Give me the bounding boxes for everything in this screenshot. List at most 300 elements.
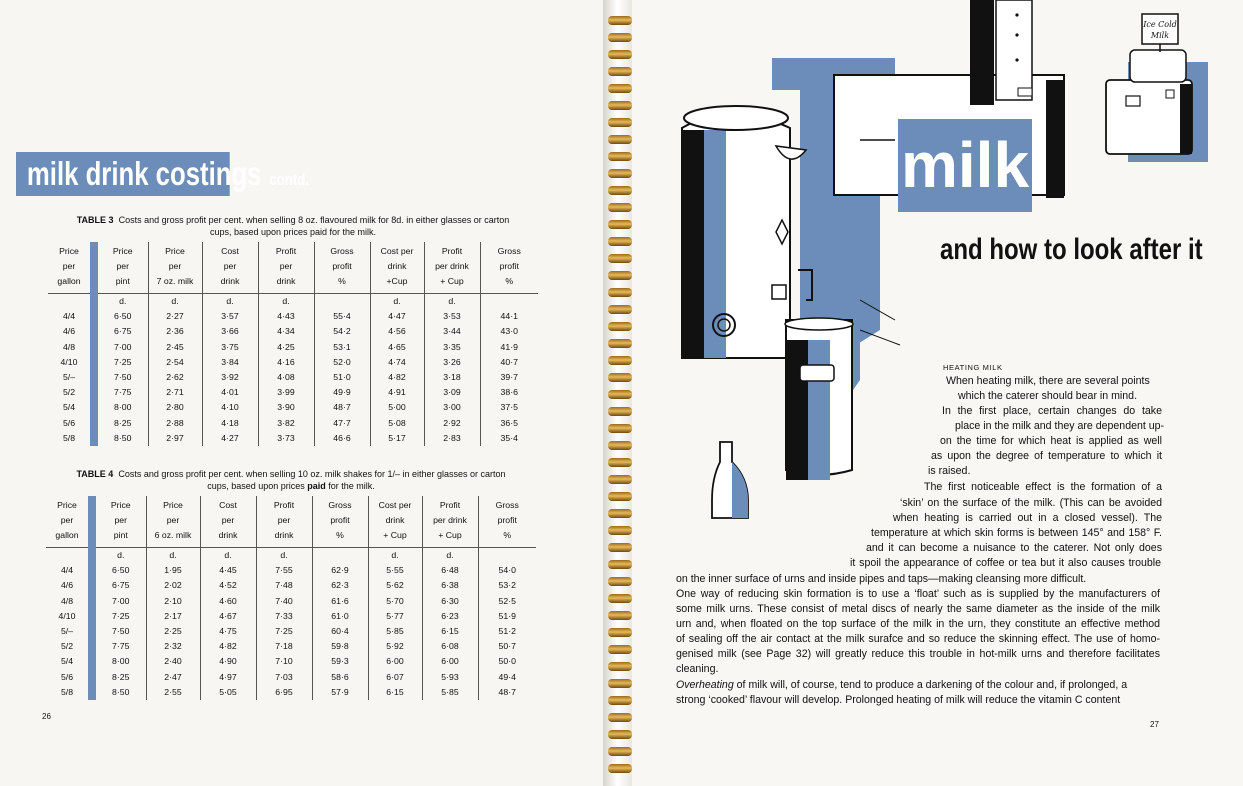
table-row bbox=[46, 578, 536, 593]
table-cell: 7·50 bbox=[94, 370, 148, 385]
table-cell: 52·0 bbox=[314, 355, 370, 370]
table4-header-line: drink bbox=[218, 530, 238, 540]
table-cell: 43·0 bbox=[500, 326, 518, 337]
binding-coil bbox=[608, 492, 632, 501]
table3-header-row bbox=[48, 242, 538, 294]
table-cell: 2·88 bbox=[148, 416, 202, 431]
table3-unit bbox=[480, 294, 538, 310]
table-cell: 4·10 bbox=[202, 400, 258, 415]
table-cell: 4·67 bbox=[200, 609, 256, 624]
body-line: When heating milk, there are several points bbox=[946, 375, 1150, 387]
table-cell: 51·0 bbox=[314, 370, 370, 385]
table4-caption-line2c: for the milk. bbox=[325, 481, 375, 491]
table-row bbox=[46, 563, 536, 578]
body-line: temperature at which skin forms is between 145° and 158° F. bbox=[871, 527, 1162, 539]
table-cell: 62·3 bbox=[312, 578, 368, 593]
table3-col-header bbox=[258, 242, 314, 294]
table3-header-line: drink bbox=[387, 261, 407, 271]
table-cell: 3·90 bbox=[258, 400, 314, 415]
body-line: it spoil the appearance of coffee or tea but it also causes trouble bbox=[850, 557, 1161, 569]
table4-col-header bbox=[478, 496, 536, 548]
table-cell: 5·85 bbox=[422, 685, 478, 700]
binding-coil bbox=[608, 509, 632, 518]
table3-unit bbox=[314, 294, 370, 310]
binding-coil bbox=[608, 118, 632, 127]
binding-coil bbox=[608, 271, 632, 280]
table-cell: 48·7 bbox=[498, 686, 516, 697]
binding-coil bbox=[608, 696, 632, 705]
table-cell: 5/– bbox=[48, 370, 94, 385]
binding-coil bbox=[608, 543, 632, 552]
table3-header-line: Profit bbox=[275, 246, 297, 256]
table-cell: 5·93 bbox=[422, 670, 478, 685]
table-cell: 6·15 bbox=[368, 685, 422, 700]
table-cell: 4·91 bbox=[370, 385, 424, 400]
binding-coil bbox=[608, 67, 632, 76]
table-cell: 53·2 bbox=[498, 580, 516, 591]
table-cell: 3·57 bbox=[202, 309, 258, 324]
table3-unit: d. bbox=[202, 294, 258, 310]
table-cell: 4/6 bbox=[46, 578, 92, 593]
body-line: In the first place, certain changes do take bbox=[942, 405, 1162, 417]
table3-header-line: % bbox=[338, 276, 346, 286]
sign-text-line2: Milk bbox=[1150, 31, 1170, 40]
table4-header-line: 6 oz. milk bbox=[154, 530, 192, 540]
table-cell: 4/8 bbox=[46, 594, 92, 609]
table-cell: 4·75 bbox=[200, 624, 256, 639]
table-cell: 2·62 bbox=[148, 370, 202, 385]
table-cell: 2·17 bbox=[146, 609, 200, 624]
table-cell: 6·38 bbox=[422, 578, 478, 593]
table-row bbox=[46, 639, 536, 654]
table-cell: 50·7 bbox=[498, 641, 516, 652]
table4-col-header bbox=[422, 496, 478, 548]
table4-header-line: per bbox=[277, 515, 291, 525]
table-cell: 7·50 bbox=[92, 624, 146, 639]
table-cell: 6·00 bbox=[368, 654, 422, 669]
page-number-right: 27 bbox=[1150, 720, 1159, 729]
table-cell: 50·0 bbox=[498, 656, 516, 667]
body-line: ‘skin’ on the surface of the milk. (This can be avoided bbox=[900, 497, 1162, 509]
binding-coil bbox=[608, 594, 632, 603]
table4-header-line: profit bbox=[497, 515, 517, 525]
table3-unit: d. bbox=[94, 294, 148, 310]
table-cell: 2·25 bbox=[146, 624, 200, 639]
body-line: which the caterer should bear in mind. bbox=[958, 390, 1138, 402]
table4-header-line: % bbox=[503, 530, 512, 540]
table-cell: 4/4 bbox=[48, 309, 94, 324]
table-cell: 4·47 bbox=[370, 309, 424, 324]
binding-coil bbox=[608, 407, 632, 416]
table-cell: 36·5 bbox=[500, 417, 518, 428]
table-cell: 4/6 bbox=[48, 324, 94, 339]
table3-header-line: per bbox=[168, 261, 182, 271]
subtitle: and how to look after it bbox=[940, 233, 1203, 266]
table-cell: 6·50 bbox=[92, 563, 146, 578]
body-line: of sealing off the air contact at the milk surafce and so reduce the skinning effect. The use of homo- bbox=[676, 633, 1160, 645]
body-line: One way of reducing skin formation is to use a ‘float’ such as is supplied by the manufacturers of bbox=[676, 588, 1160, 600]
table4-header-line: Profit bbox=[439, 500, 461, 510]
table-cell: 6·50 bbox=[94, 309, 148, 324]
table3-header-line: Price bbox=[112, 246, 133, 256]
table4-header-line: Cost bbox=[219, 500, 237, 510]
table-cell: 49·4 bbox=[498, 671, 516, 682]
binding-coil bbox=[608, 713, 632, 722]
table-cell: 44·1 bbox=[500, 311, 518, 322]
table-cell: 4·82 bbox=[370, 370, 424, 385]
table-cell: 3·99 bbox=[258, 385, 314, 400]
table-cell: 6·75 bbox=[92, 578, 146, 593]
table4-unit: d. bbox=[92, 548, 146, 564]
table-row bbox=[48, 400, 538, 415]
table-cell: 7·03 bbox=[256, 670, 312, 685]
table4-unit bbox=[46, 548, 92, 564]
body-line: as upon the degree of temperature to which it bbox=[931, 450, 1162, 462]
table4-header-line: per bbox=[114, 515, 128, 525]
table-cell: 40·7 bbox=[500, 356, 518, 367]
table-cell: 4·18 bbox=[202, 416, 258, 431]
table-cell: 8·25 bbox=[92, 670, 146, 685]
table3-header-line: Cost bbox=[221, 246, 239, 256]
table-cell: 4·43 bbox=[258, 309, 314, 324]
table-cell: 6·07 bbox=[368, 670, 422, 685]
table-cell: 6·23 bbox=[422, 609, 478, 624]
binding-coil bbox=[608, 288, 632, 297]
body-line: on the time for which heat is applied as well bbox=[940, 435, 1162, 447]
table-cell: 7·75 bbox=[94, 385, 148, 400]
binding-coil bbox=[608, 135, 632, 144]
table-cell: 5/8 bbox=[48, 431, 94, 446]
table-cell: 41·9 bbox=[500, 341, 518, 352]
table-cell: 2·97 bbox=[148, 431, 202, 446]
table-cell: 60·4 bbox=[312, 624, 368, 639]
table-row bbox=[48, 340, 538, 355]
table-cell: 3·84 bbox=[202, 355, 258, 370]
table-cell: 2·92 bbox=[424, 416, 480, 431]
table-cell: 4·01 bbox=[202, 385, 258, 400]
table-cell: 2·27 bbox=[148, 309, 202, 324]
table3-header-line: per bbox=[116, 261, 130, 271]
table-cell: 4·45 bbox=[200, 563, 256, 578]
table4-header-line: % bbox=[336, 530, 344, 540]
table3-col-header bbox=[94, 242, 148, 294]
table-cell: 49·9 bbox=[314, 385, 370, 400]
table-cell: 52·5 bbox=[498, 595, 516, 606]
binding-coil bbox=[608, 16, 632, 25]
table-cell: 2·80 bbox=[148, 400, 202, 415]
table-cell: 54·0 bbox=[498, 565, 516, 576]
table-cell: 3·09 bbox=[424, 385, 480, 400]
binding-coil bbox=[608, 322, 632, 331]
binding-coil bbox=[608, 645, 632, 654]
table4-unit bbox=[478, 548, 536, 564]
body-line: strong ‘cooked’ flavour will develop. Prolonged heating of milk will reduce the vitamin C content bbox=[676, 694, 1121, 706]
table-cell: 7·25 bbox=[94, 355, 148, 370]
table3-caption-line2: cups, based upon prices paid for the milk. bbox=[209, 227, 377, 237]
table-cell: 4·60 bbox=[200, 594, 256, 609]
table3-header-line: per bbox=[62, 261, 76, 271]
table4-caption-line2b: paid bbox=[307, 481, 326, 491]
table-cell: 7·00 bbox=[94, 340, 148, 355]
table-cell: 5·70 bbox=[368, 594, 422, 609]
table-cell: 59·3 bbox=[312, 654, 368, 669]
table-cell: 4·16 bbox=[258, 355, 314, 370]
table-cell: 2·36 bbox=[148, 324, 202, 339]
table3-header-line: Gross bbox=[330, 246, 354, 256]
table-cell: 4·56 bbox=[370, 324, 424, 339]
table3-header-line: + Cup bbox=[440, 276, 464, 286]
table3-header-line: Price bbox=[165, 246, 185, 256]
binding-coil bbox=[608, 84, 632, 93]
table-cell: 2·45 bbox=[148, 340, 202, 355]
overheating-term: Overheating bbox=[676, 679, 734, 691]
table3-header-line: pint bbox=[115, 276, 130, 286]
table4-caption bbox=[44, 468, 538, 492]
body-line: and it can become a nuisance to the caterer. Not only does bbox=[866, 542, 1162, 554]
body-line: when heating is carried out in a closed vessel). The bbox=[893, 512, 1162, 524]
table4-header-line: + Cup bbox=[438, 530, 462, 540]
binding-coil bbox=[608, 458, 632, 467]
table-cell: 39·7 bbox=[500, 372, 518, 383]
milk-title-box: milk bbox=[898, 119, 1032, 212]
table4-col-header bbox=[256, 496, 312, 548]
binding-coil bbox=[608, 33, 632, 42]
table-cell: 2·40 bbox=[146, 654, 200, 669]
table-cell: 7·18 bbox=[256, 639, 312, 654]
table3-header-line: profit bbox=[332, 261, 352, 271]
table-cell: 2·32 bbox=[146, 639, 200, 654]
table-cell: 7·40 bbox=[256, 594, 312, 609]
body-line: cleaning. bbox=[676, 663, 719, 675]
table-cell: 3·66 bbox=[202, 324, 258, 339]
table3-label: TABLE 3 bbox=[76, 215, 114, 225]
table-cell: 46·6 bbox=[314, 431, 370, 446]
binding-coil bbox=[608, 152, 632, 161]
table3-header-line: % bbox=[505, 276, 514, 286]
binding-coil bbox=[608, 101, 632, 110]
table-cell: 6·15 bbox=[422, 624, 478, 639]
table-cell: 4·27 bbox=[202, 431, 258, 446]
section-heading: HEATING MILK bbox=[943, 363, 1003, 372]
table-cell: 2·55 bbox=[146, 685, 200, 700]
table4-header-line: Profit bbox=[273, 500, 295, 510]
table-cell: 2·02 bbox=[146, 578, 200, 593]
binding-coil bbox=[608, 186, 632, 195]
table4-header-row bbox=[46, 496, 536, 548]
table-row bbox=[48, 385, 538, 400]
binding-coil bbox=[608, 356, 632, 365]
table3-unit: d. bbox=[148, 294, 202, 310]
table-cell: 4·08 bbox=[258, 370, 314, 385]
table3-header-line: per bbox=[223, 261, 237, 271]
table-cell: 2·83 bbox=[424, 431, 480, 446]
body-line: some milk urns. These consist of metal discs of nearly the same diameter as the inside of the milk bbox=[676, 603, 1160, 615]
table-cell: 54·2 bbox=[314, 324, 370, 339]
table3-col-header bbox=[148, 242, 202, 294]
binding-coil bbox=[608, 526, 632, 535]
binding-coil bbox=[608, 764, 632, 773]
table4-caption-line2a: cups, based upon prices bbox=[207, 481, 308, 491]
table-cell: 8·25 bbox=[94, 416, 148, 431]
table-cell: 5·55 bbox=[368, 563, 422, 578]
table-cell: 3·75 bbox=[202, 340, 258, 355]
table3-header-line: Gross bbox=[497, 246, 521, 256]
binding-coil bbox=[608, 577, 632, 586]
body-line: is raised. bbox=[928, 465, 971, 477]
table-cell: 4·52 bbox=[200, 578, 256, 593]
table-cell: 5·08 bbox=[370, 416, 424, 431]
table-cell: 4·34 bbox=[258, 324, 314, 339]
table-cell: 48·7 bbox=[314, 400, 370, 415]
table4-header-line: pint bbox=[113, 530, 128, 540]
table3-header-line: per drink bbox=[435, 261, 469, 271]
table-cell: 3·18 bbox=[424, 370, 480, 385]
table-cell: 61·6 bbox=[312, 594, 368, 609]
table-cell: 6·08 bbox=[422, 639, 478, 654]
table3-unit: d. bbox=[370, 294, 424, 310]
table-cell: 58·6 bbox=[312, 670, 368, 685]
table-cell: 5/8 bbox=[46, 685, 92, 700]
table-cell: 5·05 bbox=[200, 685, 256, 700]
table3-header-line: 7 oz. milk bbox=[156, 276, 194, 286]
binding-coil bbox=[608, 50, 632, 59]
table4-unit bbox=[312, 548, 368, 564]
table-cell: 8·00 bbox=[92, 654, 146, 669]
table-cell: 7·48 bbox=[256, 578, 312, 593]
table-cell: 5·92 bbox=[368, 639, 422, 654]
body-line: genised milk (see Page 32) will greatly reduce this trouble in hot-milk urns and therefore facilitates bbox=[676, 648, 1160, 660]
table4-col-header bbox=[312, 496, 368, 548]
table3-body bbox=[48, 294, 538, 447]
table4-col-header bbox=[92, 496, 146, 548]
table-cell: 1·95 bbox=[146, 563, 200, 578]
table-cell: 7·00 bbox=[92, 594, 146, 609]
table-row bbox=[46, 609, 536, 624]
table-row bbox=[48, 324, 538, 339]
table-cell: 37·5 bbox=[500, 402, 518, 413]
table4-header-line: Gross bbox=[328, 500, 352, 510]
binding-coil bbox=[608, 560, 632, 569]
table-cell: 6·75 bbox=[94, 324, 148, 339]
table-row bbox=[48, 416, 538, 431]
banner-suffix: contd. bbox=[269, 170, 310, 189]
table-cell: 7·75 bbox=[92, 639, 146, 654]
table-cell: 6·48 bbox=[422, 563, 478, 578]
table-cell: 5/6 bbox=[48, 416, 94, 431]
table3-header-line: profit bbox=[499, 261, 519, 271]
table-cell: 7·10 bbox=[256, 654, 312, 669]
table-cell: 2·47 bbox=[146, 670, 200, 685]
table-cell: 8·50 bbox=[94, 431, 148, 446]
table-row bbox=[46, 594, 536, 609]
table-cell: 2·10 bbox=[146, 594, 200, 609]
table4-header-line: Cost per bbox=[378, 500, 412, 510]
table3-header-line: gallon bbox=[57, 276, 81, 286]
table4-header-line: per drink bbox=[433, 515, 467, 525]
binding-coil bbox=[608, 220, 632, 229]
table-cell: 2·71 bbox=[148, 385, 202, 400]
table-cell: 5·77 bbox=[368, 609, 422, 624]
binding-coil bbox=[608, 679, 632, 688]
table-cell: 2·54 bbox=[148, 355, 202, 370]
table-row bbox=[48, 431, 538, 446]
table4-unit: d. bbox=[146, 548, 200, 564]
table4-col-header bbox=[368, 496, 422, 548]
table4-header-line: + Cup bbox=[383, 530, 407, 540]
table3-col-header bbox=[480, 242, 538, 294]
table-cell: 5·62 bbox=[368, 578, 422, 593]
table-cell: 47·7 bbox=[314, 416, 370, 431]
table-row bbox=[46, 685, 536, 700]
table-cell: 4·25 bbox=[258, 340, 314, 355]
table-cell: 5·00 bbox=[370, 400, 424, 415]
table-cell: 3·82 bbox=[258, 416, 314, 431]
binding-coil bbox=[608, 747, 632, 756]
table-cell: 7·25 bbox=[256, 624, 312, 639]
table-cell: 5·85 bbox=[368, 624, 422, 639]
table-cell: 6·95 bbox=[256, 685, 312, 700]
cold-milk-cabinet bbox=[1106, 80, 1192, 154]
table-cell: 3·26 bbox=[424, 355, 480, 370]
table3-header-line: +Cup bbox=[386, 276, 408, 286]
binding-coil bbox=[608, 203, 632, 212]
table-cell: 4/10 bbox=[48, 355, 94, 370]
table4-unit: d. bbox=[200, 548, 256, 564]
binding-coil bbox=[608, 424, 632, 433]
table-cell: 61·0 bbox=[312, 609, 368, 624]
overheating-text: of milk will, of course, tend to produce a darkening of the colour and, if prolonged, a bbox=[733, 679, 1128, 691]
table4-header-line: Price bbox=[57, 500, 77, 510]
table-cell: 7·33 bbox=[256, 609, 312, 624]
table-row bbox=[46, 654, 536, 669]
table4-header-line: Price bbox=[110, 500, 131, 510]
table3-header-line: per bbox=[279, 261, 293, 271]
table4-unit: d. bbox=[368, 548, 422, 564]
sign-text-line1: Ice Cold bbox=[1143, 20, 1177, 29]
table4 bbox=[46, 496, 536, 700]
table-cell: 6·00 bbox=[422, 654, 478, 669]
table3-col-header bbox=[424, 242, 480, 294]
table3-caption bbox=[48, 214, 538, 238]
table4-body bbox=[46, 548, 536, 701]
table4-unit: d. bbox=[256, 548, 312, 564]
binding-coil bbox=[608, 237, 632, 246]
table4-col-header bbox=[200, 496, 256, 548]
table3 bbox=[48, 242, 538, 446]
table3-header-line: Cost per bbox=[380, 246, 414, 256]
table-row bbox=[48, 355, 538, 370]
table-cell: 4·65 bbox=[370, 340, 424, 355]
table-cell: 38·6 bbox=[500, 387, 518, 398]
table4-col-header bbox=[46, 496, 92, 548]
table-cell: 8·00 bbox=[94, 400, 148, 415]
banner-title: milk drink costings bbox=[26, 155, 262, 192]
binding-coil bbox=[608, 662, 632, 671]
binding-coil bbox=[608, 730, 632, 739]
table-cell: 3·53 bbox=[424, 309, 480, 324]
table-cell: 4·97 bbox=[200, 670, 256, 685]
binding-coil bbox=[608, 441, 632, 450]
binding-coil bbox=[608, 254, 632, 263]
table-cell: 6·30 bbox=[422, 594, 478, 609]
table-cell: 3·35 bbox=[424, 340, 480, 355]
table4-header-line: drink bbox=[385, 515, 405, 525]
table-row bbox=[46, 624, 536, 639]
table4-unit: d. bbox=[422, 548, 478, 564]
table3-unit: d. bbox=[258, 294, 314, 310]
table4-header-line: per bbox=[60, 515, 74, 525]
table3-col-header bbox=[48, 242, 94, 294]
